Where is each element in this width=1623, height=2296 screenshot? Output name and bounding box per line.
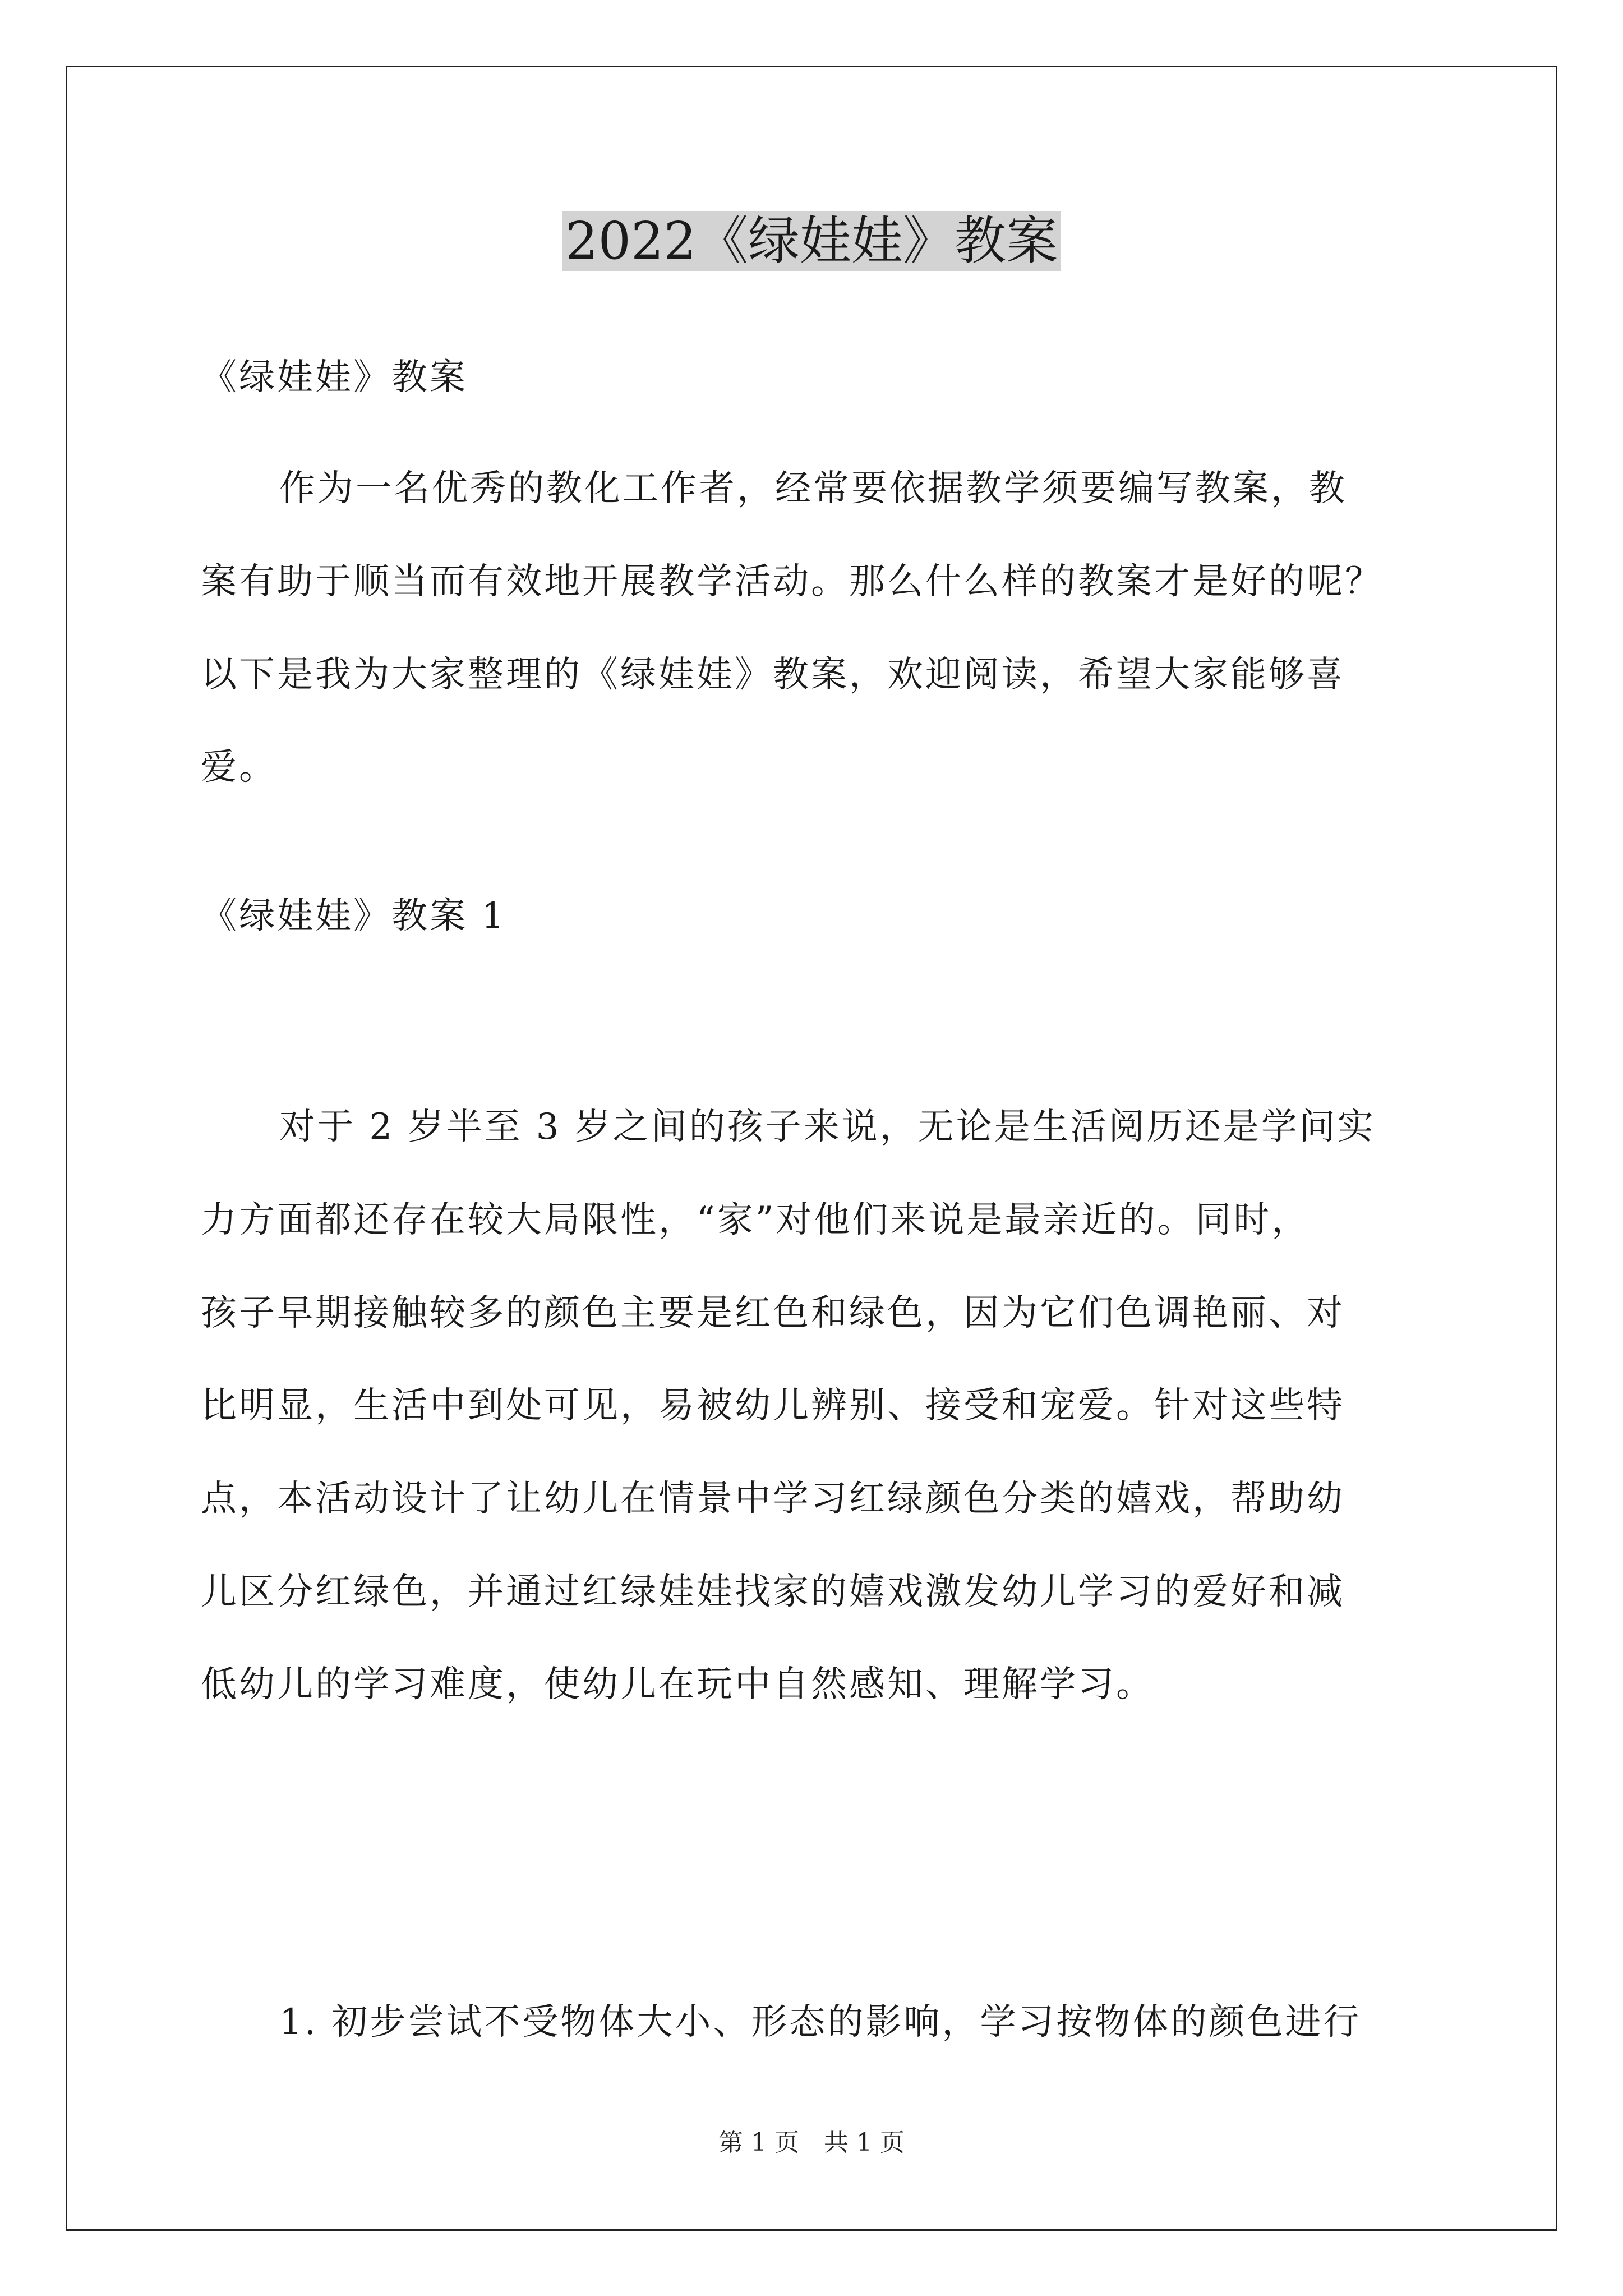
- intro-line-1: 作为一名优秀的教化工作者，经常要依据教学须要编写教案，教: [279, 468, 1347, 509]
- section-heading: 《绿娃娃》教案 1: [201, 895, 507, 937]
- page-footer: 第 1 页 共 1 页: [718, 2128, 905, 2157]
- intro-line-2: 案有助于顺当而有效地开展教学活动。那么什么样的教案才是好的呢？: [201, 561, 1383, 602]
- list-item-1: 1. 初步尝试不受物体大小、形态的影响，学习按物体的颜色进行: [279, 2001, 1362, 2043]
- intro-line-4: 爱。: [201, 747, 277, 788]
- body-line-1: 对于 2 岁半至 3 岁之间的孩子来说，无论是生活阅历还是学问实: [279, 1106, 1376, 1148]
- body-line-7: 低幼儿的学习难度，使幼儿在玩中自然感知、理解学习。: [201, 1664, 1154, 1705]
- body-line-5: 点，本活动设计了让幼儿在情景中学习红绿颜色分类的嬉戏，帮助幼: [201, 1478, 1345, 1520]
- intro-line-3: 以下是我为大家整理的《绿娃娃》教案，欢迎阅读，希望大家能够喜: [201, 654, 1345, 696]
- body-line-6: 儿区分红绿色，并通过红绿娃娃找家的嬉戏激发幼儿学习的爱好和减: [201, 1571, 1345, 1613]
- subtitle: 《绿娃娃》教案: [201, 357, 468, 398]
- body-line-2: 力方面都还存在较大局限性，“家”对他们来说是最亲近的。同时，: [201, 1199, 1310, 1241]
- body-line-3: 孩子早期接触较多的颜色主要是红色和绿色，因为它们色调艳丽、对: [201, 1292, 1345, 1334]
- document-title: [0, 205, 1623, 278]
- body-line-4: 比明显，生活中到处可见，易被幼儿辨别、接受和宠爱。针对这些特: [201, 1385, 1345, 1427]
- document-title-text: 2022《绿娃娃》教案: [562, 211, 1061, 271]
